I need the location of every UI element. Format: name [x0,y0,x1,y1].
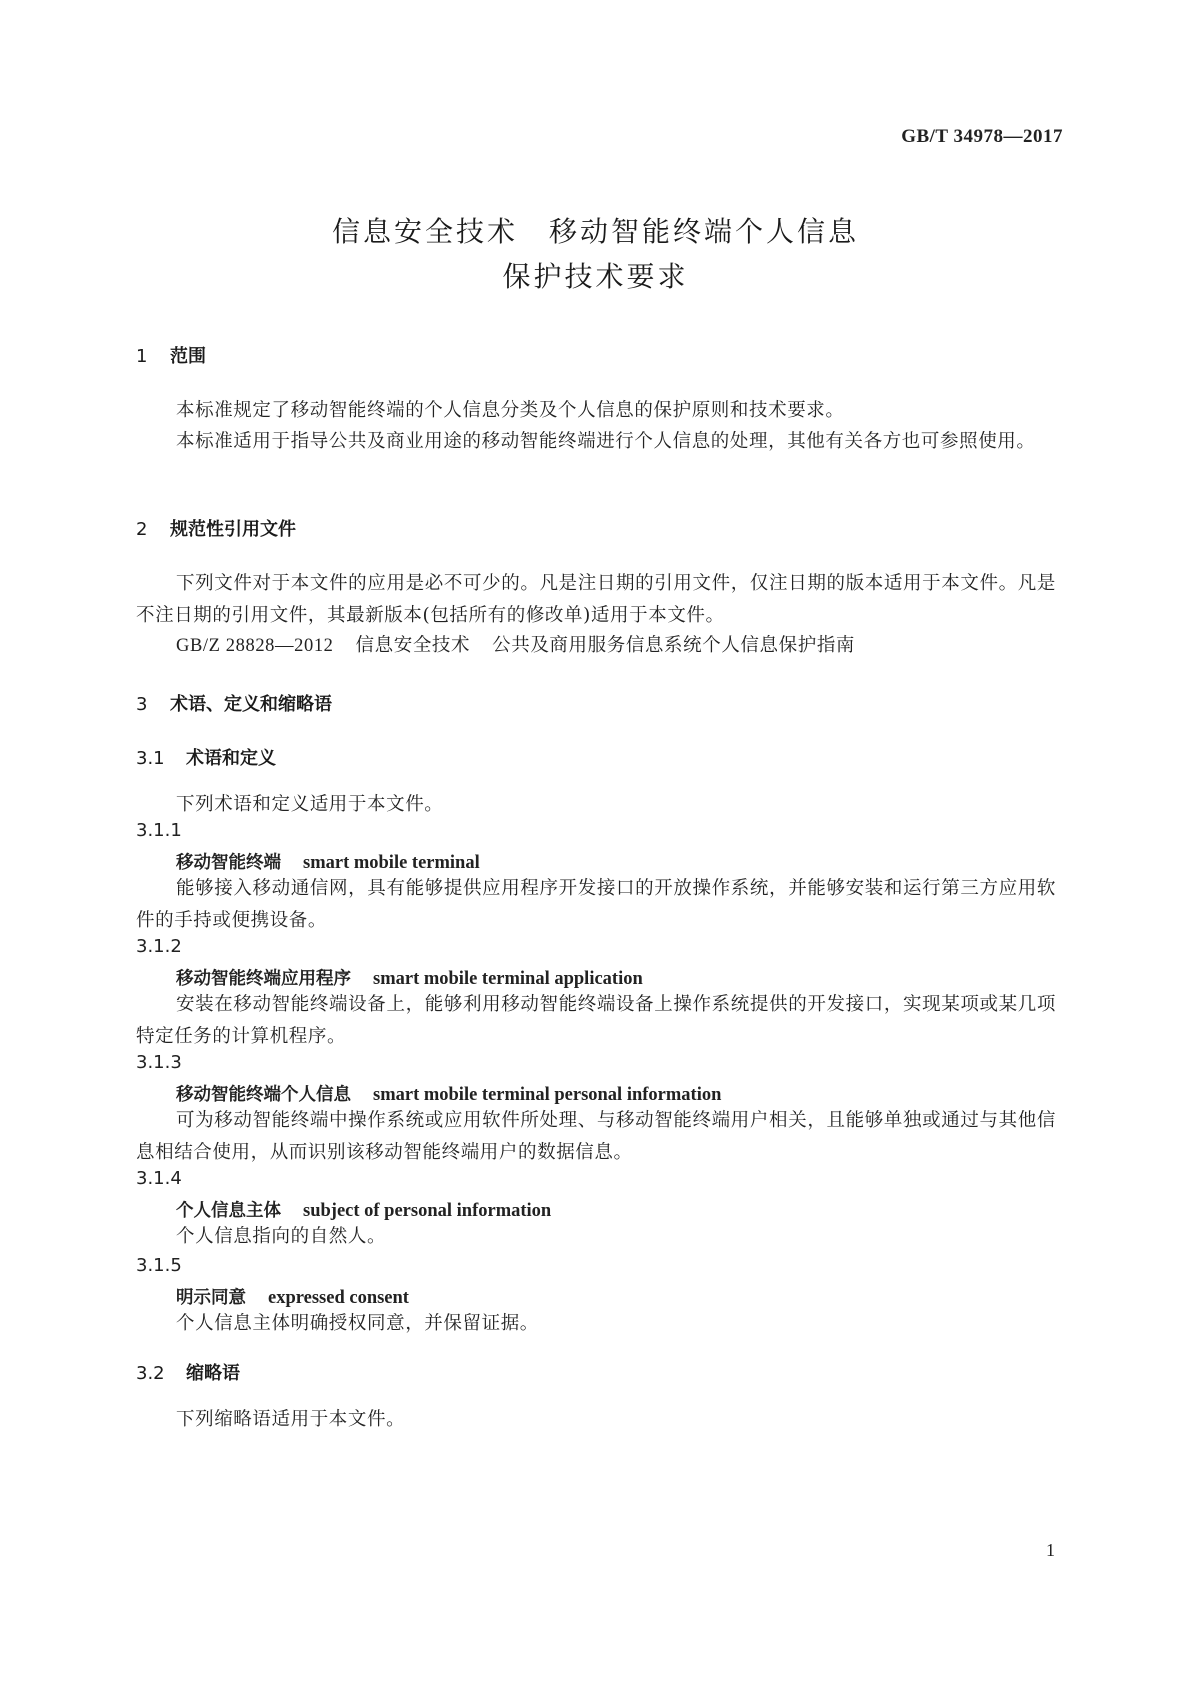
term-zh: 移动智能终端个人信息 [176,1085,351,1105]
document-title-line2: 保护技术要求 [502,260,689,293]
section-title: 规范性引用文件 [170,519,296,540]
normative-reference [176,631,855,657]
section-title: 范围 [170,346,206,367]
term-definition: 安装在移动智能终端设备上，能够利用移动智能终端设备上操作系统提供的开发接口，实现某项或某几项特定任务的计算机程序。 [136,994,1056,1047]
term-heading [176,849,480,874]
section-number: 1 [136,346,148,367]
section-number: 3.1 [136,748,165,769]
term-definition: 可为移动智能终端中操作系统或应用软件所处理、与移动智能终端用户相关，且能够单独或通过与其他信息相结合使用，从而识别该移动智能终端用户的数据信息。 [136,1110,1056,1163]
section-3-2-intro: 下列缩略语适用于本文件。 [176,1409,406,1430]
section-2-heading [136,515,296,541]
page-number: 1 [1046,1540,1055,1560]
term-definition: 个人信息主体明确授权同意，并保留证据。 [176,1313,539,1334]
term-zh: 明示同意 [176,1288,246,1308]
section-3-heading [136,690,332,716]
section-3-1-intro: 下列术语和定义适用于本文件。 [176,794,444,815]
section-1-paragraph-2: 本标准适用于指导公共及商业用途的移动智能终端进行个人信息的处理，其他有关各方也可参照使用。 [176,431,1036,452]
term-definition: 个人信息指向的自然人。 [176,1226,387,1247]
section-2-paragraph-1: 下列文件对于本文件的应用是必不可少的。凡是注日期的引用文件，仅注日期的版本适用于本文件。凡是不注日期的引用文件，其最新版本(包括所有的修改单)适用于本文件。 [136,573,1056,626]
reference-title-part1: 信息安全技术 [355,635,471,656]
term-zh: 个人信息主体 [176,1201,281,1221]
term-number: 3.1.1 [136,820,182,841]
section-title: 术语、定义和缩略语 [170,694,332,715]
term-en: smart mobile terminal [303,853,480,873]
term-en: subject of personal information [303,1201,552,1221]
term-number: 3.1.5 [136,1255,182,1276]
section-title: 术语和定义 [186,748,276,769]
section-number: 2 [136,519,148,540]
section-title: 缩略语 [186,1363,240,1384]
reference-title-part2: 公共及商用服务信息系统个人信息保护指南 [492,635,856,656]
section-1-paragraph-1: 本标准规定了移动智能终端的个人信息分类及个人信息的保护原则和技术要求。 [176,400,845,421]
section-1-heading [136,342,206,368]
term-zh: 移动智能终端 [176,853,281,873]
reference-code: GB/Z 28828—2012 [176,636,334,656]
term-heading [176,1284,409,1309]
term-en: smart mobile terminal application [373,969,643,989]
section-number: 3 [136,694,148,715]
standard-number: GB/T 34978—2017 [901,126,1063,147]
section-number: 3.2 [136,1363,165,1384]
term-heading [176,1081,721,1106]
document-title-line1: 信息安全技术 移动智能终端个人信息 [331,215,859,248]
section-3-1-heading [136,744,276,770]
term-en: expressed consent [268,1288,409,1308]
term-en: smart mobile terminal personal information [373,1085,722,1105]
term-heading [176,965,643,990]
term-number: 3.1.3 [136,1052,182,1073]
term-zh: 移动智能终端应用程序 [176,969,351,989]
term-heading [176,1197,551,1222]
term-number: 3.1.2 [136,936,182,957]
term-definition: 能够接入移动通信网，具有能够提供应用程序开发接口的开放操作系统，并能够安装和运行第三方应用软件的手持或便携设备。 [136,878,1056,931]
term-number: 3.1.4 [136,1168,182,1189]
section-3-2-heading [136,1359,240,1385]
